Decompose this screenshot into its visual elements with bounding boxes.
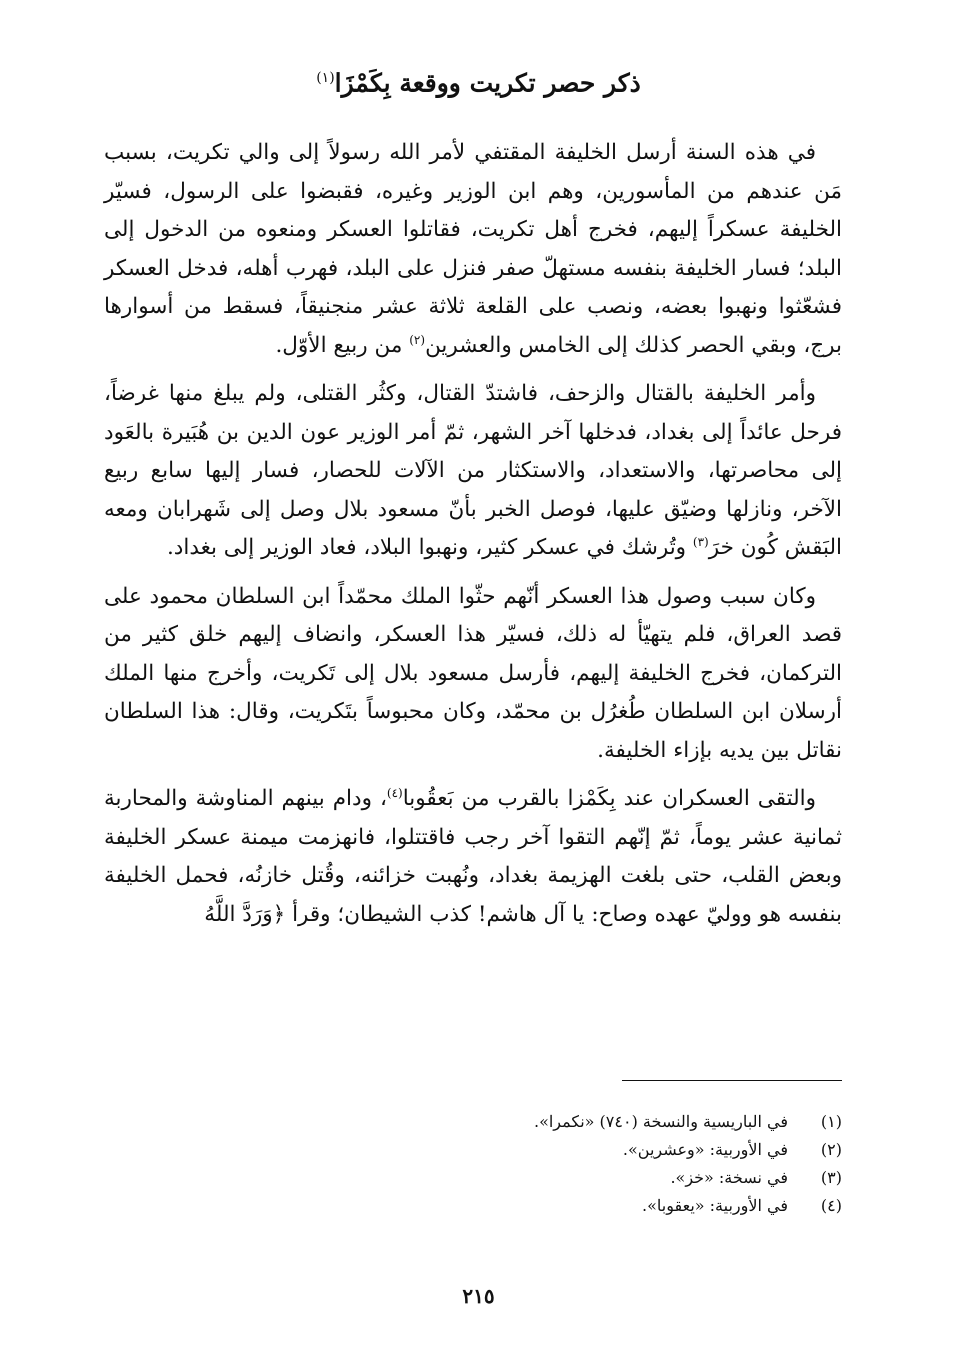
footnote xyxy=(104,1136,842,1164)
footnote-divider xyxy=(622,1080,842,1081)
footnotes xyxy=(104,1108,842,1220)
paragraph-text: وأمر الخليفة بالقتال والزحف، فاشتدّ القتال، وكثُر القتلى، ولم يبلغ منها غرضاً، فرحل عائداً إلى بغداد، فدخلها آخر الشهر، ثمّ أمر الوزير عون الدين بن هُبَيرة بالعَود إلى محاصرتها، والاستعداد، والاستكثار من الآلات للحصار، فسار إليها سابع ربيع الآخر، ونازلها وضيّق عليها، فوصل الخبر بأنّ مسعود بلال وصل إلى شَهرابان ومعه البَقش كُون خرَ xyxy=(104,381,842,560)
footnote-text: في نسخة: «خز». xyxy=(670,1168,788,1187)
paragraph xyxy=(104,780,842,934)
body-text xyxy=(104,134,842,944)
paragraph xyxy=(104,134,842,365)
footnote-ref: (٤) xyxy=(386,785,403,800)
footnote-text: في الأوربية: «يعقوبا». xyxy=(642,1196,788,1215)
title-footnote-ref: (١) xyxy=(316,70,335,86)
page-number: ٢١٥ xyxy=(462,1284,495,1308)
footnote-number: (٤) xyxy=(820,1196,842,1215)
paragraph-text: ، ودام بينهم المناوشة والمحاربة ثمانية عشر يوماً، ثمّ إنّهم التقوا آخر رجب فاقتتلوا، فانهزمت ميمنة عسكر الخليفة وبعض القلب، حتى بلغت الهزيمة بغداد، ونُهبت خزائنه، وقُتل خازنُه، فحمل الخليفة بنفسه هو ووليّ عهده وصاح: يا آل هاشم! كذب الشيطان؛ وقرأ ﴿وَرَدَّ اللَّهُ xyxy=(104,786,842,927)
footnote-number: (٢) xyxy=(820,1140,842,1159)
footnote-text: في الباريسية والنسخة (٧٤٠) «نكمرا». xyxy=(533,1112,788,1131)
paragraph-text: وكان سبب وصول هذا العسكر أنّهم حثّوا الملك محمّداً ابن السلطان محمود على قصد العراق، فلم يتهيّأ له ذلك، فسيّر هذا العسكر، وانضاف إليهم خلق كثير من التركمان، فخرج الخليفة إليهم، فأرسل مسعود بلال إلى تَكريت، وأخرج منها الملك أرسلان ابن السلطان طُغرُل بن محمّد، وكان محبوساً بتَكريت، وقال: هذا السلطان نقاتل بين يديه بإزاء الخليفة. xyxy=(104,583,843,763)
footnote-text: في الأوربية: «وعشرين». xyxy=(622,1140,788,1159)
paragraph-text: في هذه السنة أرسل الخليفة المقتفي لأمر الله رسولاً إلى والي تكريت، بسبب مَن عندهم من المأسورين، وهم ابن الوزير وغيره، فقبضوا على الرسول، فسيّر الخليفة عسكراً إليهم، فخرج أهل تكريت، فقاتلوا العسكر ومنعوه من الدخول إلى البلد؛ فسار الخليفة بنفسه مستهلّ صفر فنزل على البلد، فهرب أهله، فدخل العسكر فشعّثوا ونهبوا بعضه، ونصب على القلعة ثلاثة عشر منجنيقاً، فسقط من أسوارها برج، وبقي الحصر كذلك إلى الخامس والعشرين xyxy=(104,140,842,358)
footnote-ref: (٢) xyxy=(409,332,426,347)
footnote-number: (٣) xyxy=(820,1168,842,1187)
chapter-title-text: ذكر حصر تكريت ووقعة بِكَمْزَا xyxy=(334,68,641,98)
footnote xyxy=(104,1192,842,1220)
paragraph xyxy=(104,375,842,568)
footnote xyxy=(104,1108,842,1136)
footnote-number: (١) xyxy=(820,1112,842,1131)
chapter-title xyxy=(0,58,957,103)
paragraph xyxy=(104,578,842,771)
paragraph-text: من ربيع الأوّل. xyxy=(275,332,410,358)
footnote-ref: (٣) xyxy=(692,534,709,549)
paragraph-text: وتُرشك في عسكر كثير، ونهبوا البلاد، فعاد الوزير إلى بغداد. xyxy=(166,535,693,560)
footnote xyxy=(104,1164,842,1192)
paragraph-text: والتقى العسكران عند بِكَمْزا بالقرب من بَعقُوبا xyxy=(402,786,816,811)
